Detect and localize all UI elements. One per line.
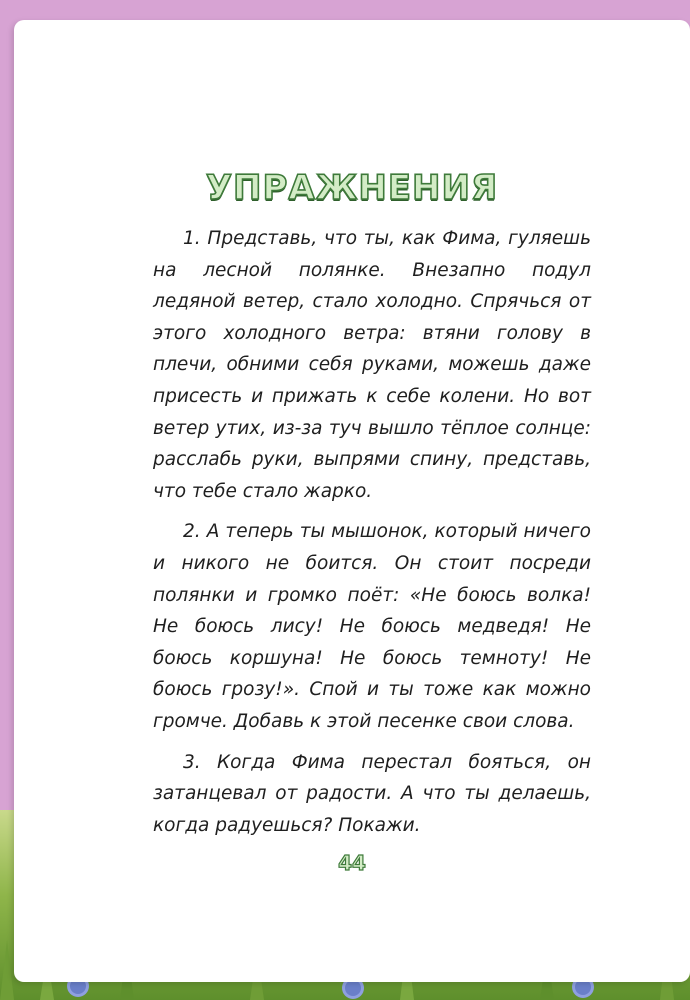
flower-icon [345, 980, 361, 996]
exercise-2: 2. А теперь ты мышонок, который ничего и никого не боится. Он стоит посреди полянки и громко поёт: «Не боюсь волка! Не боюсь лису! Не боюсь медведя! Не боюсь коршуна! Не боюсь темноту! Не боюсь грозу!». Спой и ты тоже как можно громче. Добавь к этой песенке свои слова. [153, 521, 591, 732]
grass-blade-icon [0, 940, 14, 1000]
exercise-list [153, 223, 591, 850]
page-number: 44 [338, 851, 366, 875]
exercise-1: 1. Представь, что ты, как Фима, гуляешь на лесной полянке. Внезапно подул ледяной ветер, стало холодно. Спрячься от этого холодного ветра: втяни голову в плечи, обними себя руками, можешь даже присесть и прижать к себе колени. Но вот ветер утих, из-за туч вышло тёплое солнце: расслабь руки, выпрями спину, представь, что тебе стало жарко. [153, 228, 591, 502]
book-page [14, 20, 690, 982]
exercise-3: 3. Когда Фима перестал бояться, он затанцевал от радости. А что ты делаешь, когда радуешься? Покажи. [153, 751, 591, 836]
page-title: УПРАЖНЕНИЯ [205, 168, 499, 208]
